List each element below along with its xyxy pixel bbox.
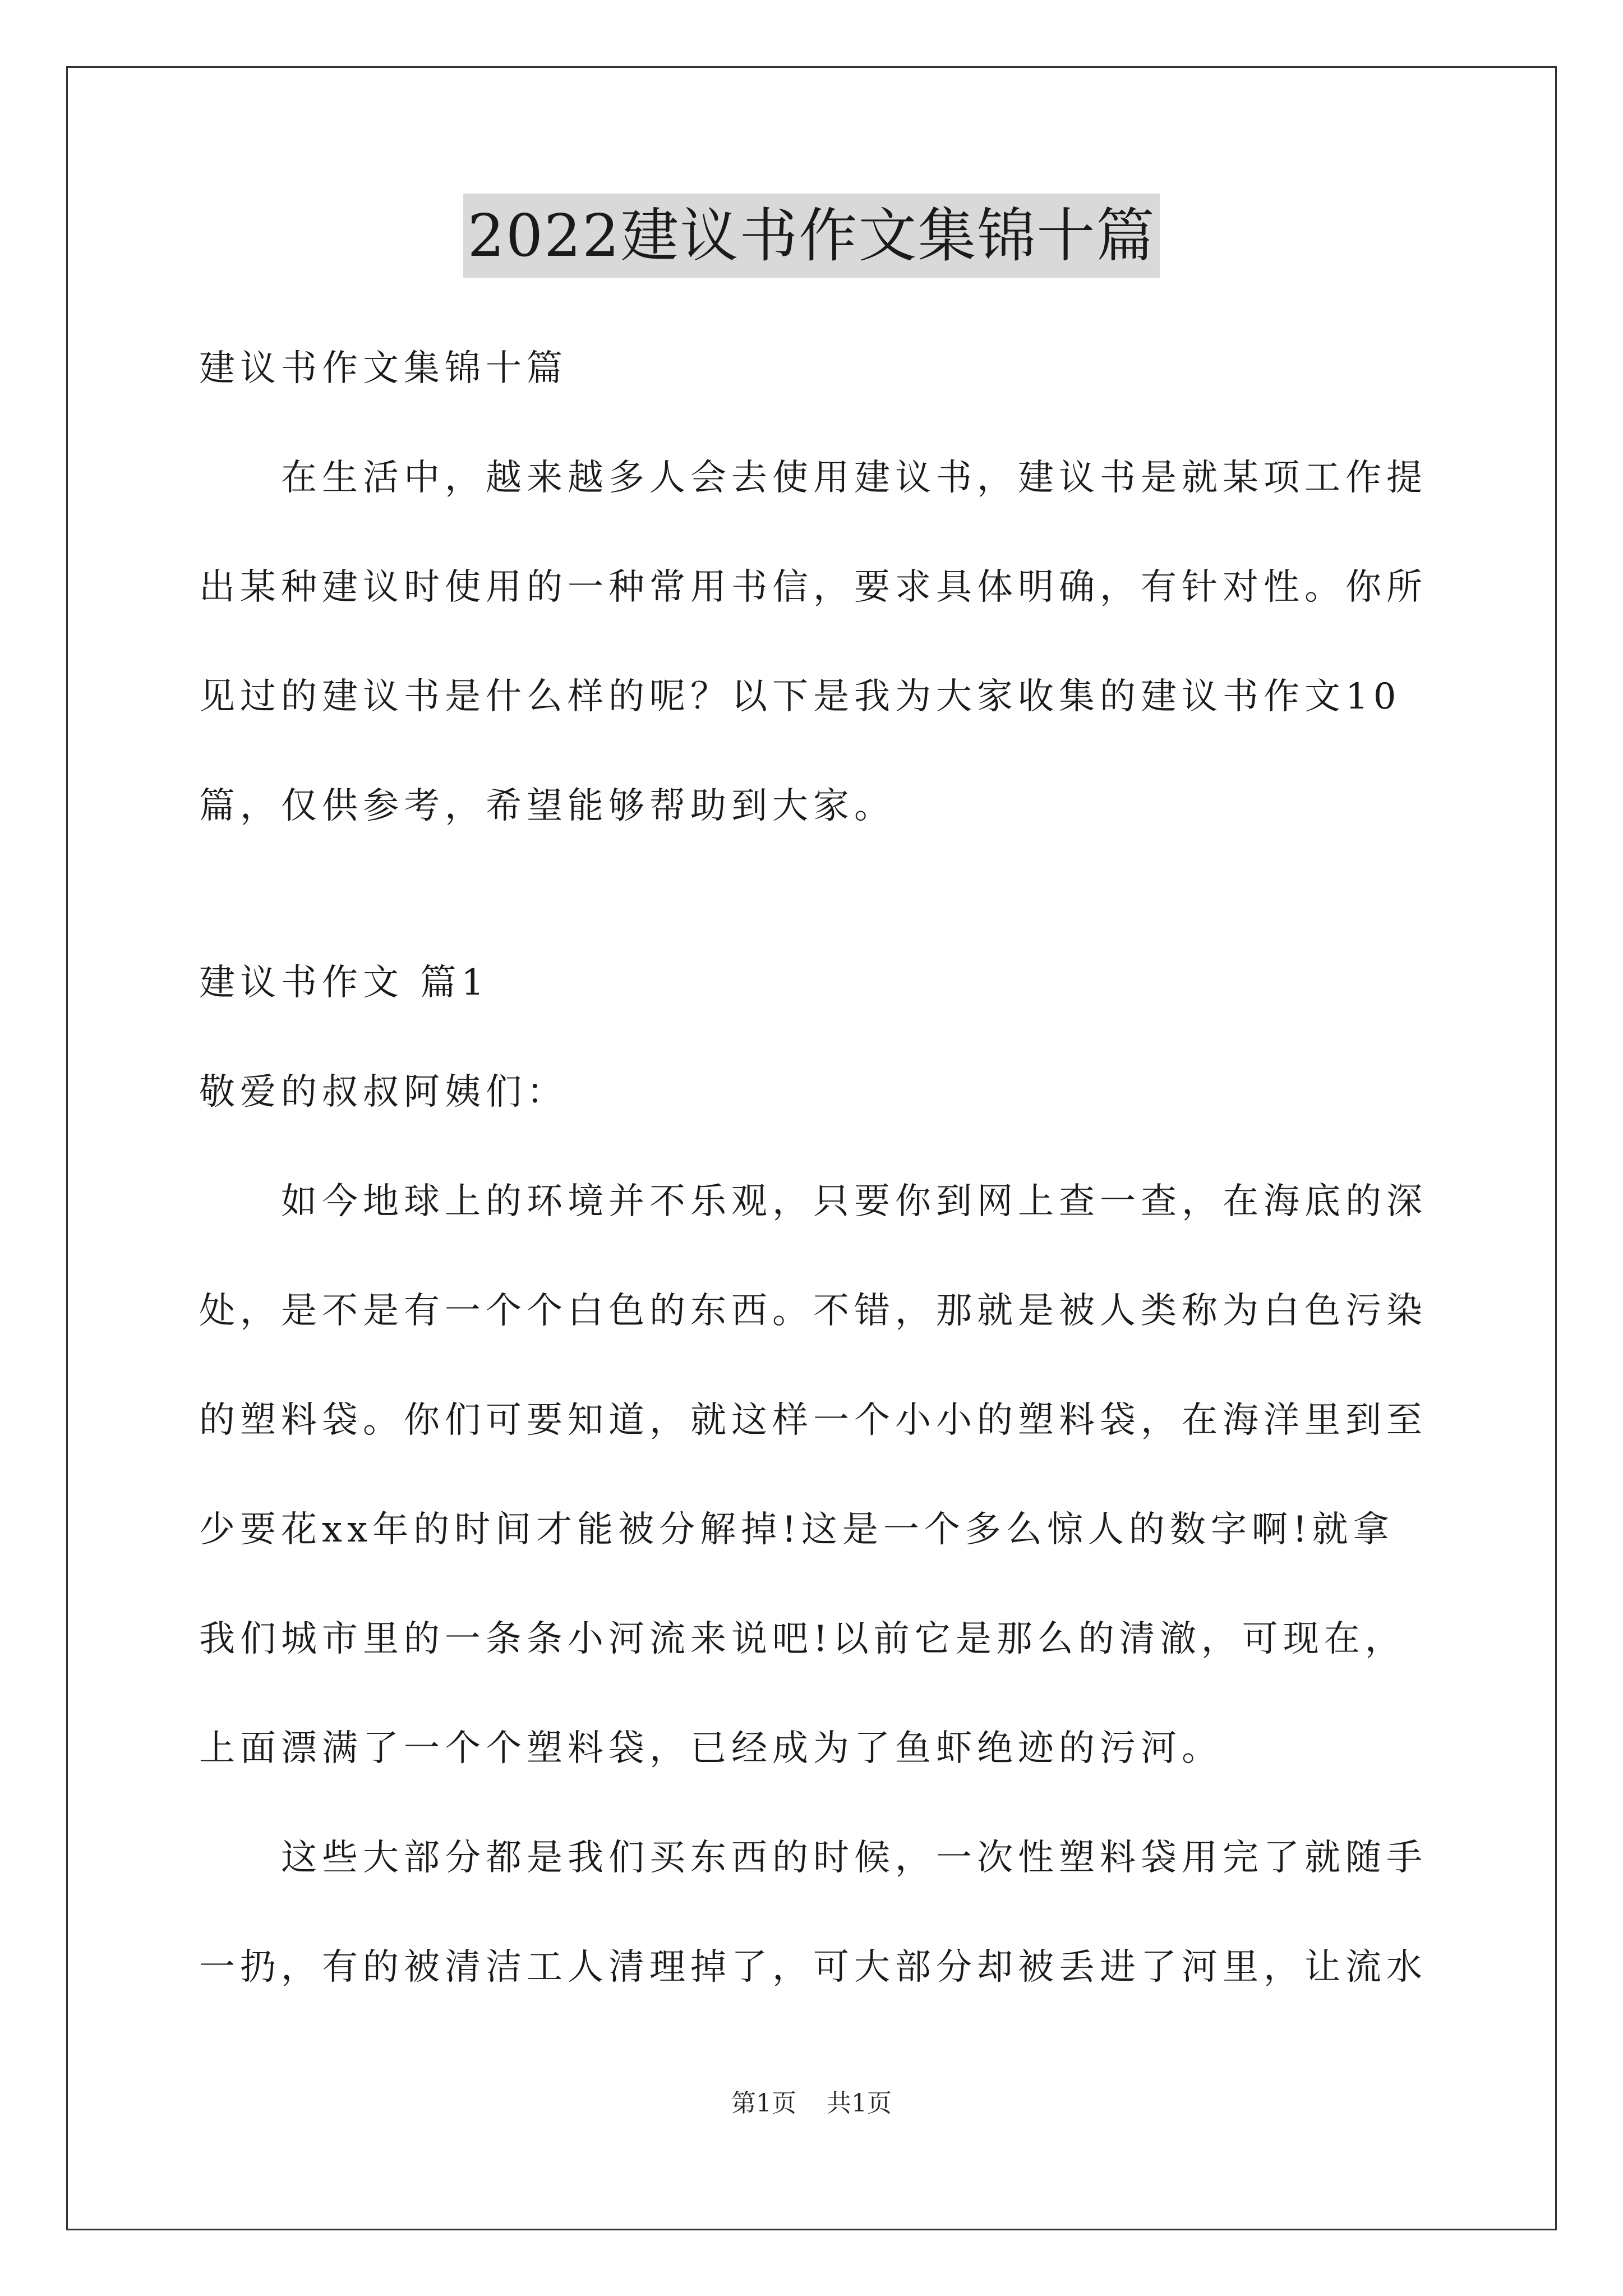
subtitle-line: 建议书作文集锦十篇: [199, 348, 568, 389]
section-heading: 建议书作文 篇1: [199, 962, 490, 1004]
intro-paragraph: 在生活中，越来越多人会去使用建议书，建议书是就某项工作提出某种建议时使用的一种常用书信，要求具体明确，有针对性。你所见过的建议书是什么样的呢？以下是我为大家收集的建议书作文10篇，仅供参考，希望能够帮助到大家。: [199, 457, 1427, 827]
title-container: [0, 194, 1623, 278]
page-footer: [0, 2087, 1623, 2120]
page-number: 第1页: [731, 2089, 796, 2118]
salutation: 敬爱的叔叔阿姨们：: [199, 1071, 568, 1113]
document-body: [199, 314, 1427, 2022]
document-title: 2022建议书作文集锦十篇: [463, 194, 1160, 278]
body-paragraph-2: 这些大部分都是我们买东西的时候，一次性塑料袋用完了就随手一扔，有的被清洁工人清理掉了，可大部分却被丢进了河里，让流水: [199, 1837, 1427, 1988]
page-total: 共1页: [827, 2089, 892, 2118]
body-paragraph-1: 如今地球上的环境并不乐观，只要你到网上查一查，在海底的深处，是不是有一个个白色的东西。不错，那就是被人类称为白色污染的塑料袋。你们可要知道，就这样一个小小的塑料袋，在海洋里到至少要花xx年的时间才能被分解掉!这是一个多么惊人的数字啊!就拿我们城市里的一条条小河流来说吧!以前它是那么的清澈，可现在，上面漂满了一个个塑料袋，已经成为了鱼虾绝迹的污河。: [199, 1181, 1427, 1769]
